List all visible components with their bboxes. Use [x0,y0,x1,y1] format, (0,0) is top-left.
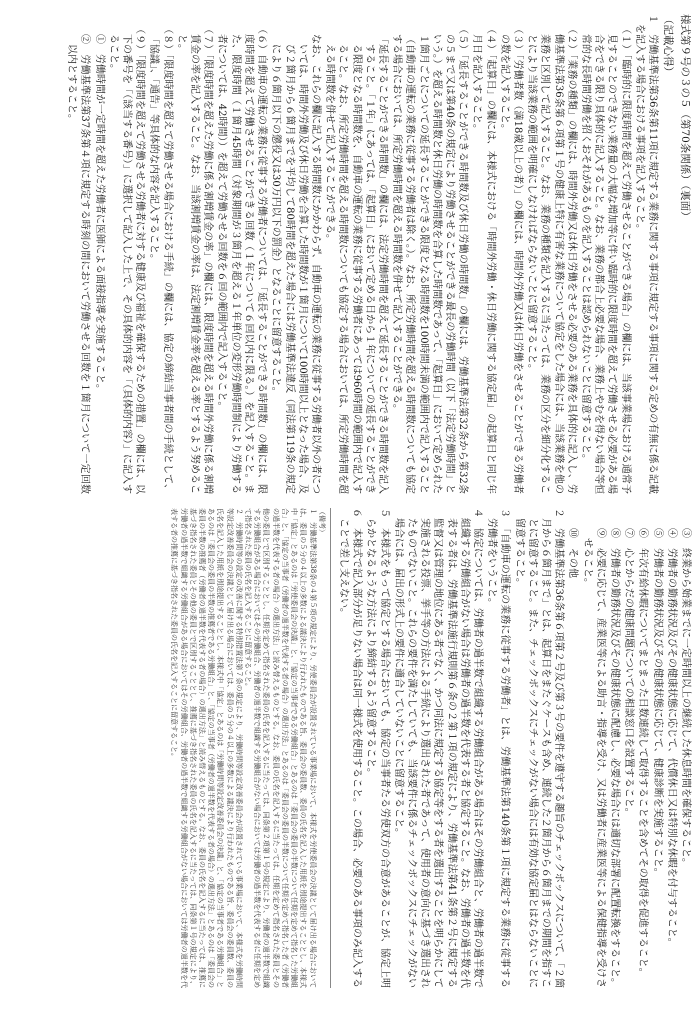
paragraph: ５ 本様式をもって協定とする場合においても、協定の当事者たる労使双方の合意があることが、協定上明らかとなるような方法により締結するよう留意すること。 [365,508,390,988]
right-body [337,508,692,988]
paragraph: 「延長することができる時間数」の欄には、法定労働時間を超えて延長することができる時間数を記入すること。「１年」にあっては、「起算日」において定める日から１年についての延長することができる限度となる時間数を、自動車の運転の業務に従事する労働者にあっては960時間の範囲内で記入すること。なお、所定労働時間を超える時間数についても協定する場合においては、所定労働時間を超える時間数を併せて記入することができる。 [324,34,388,494]
paragraph: （３）「労働者数（満18歳以上の者）」の欄には、時間外労働又は休日労働をさせることができる労働者の数を記入すること。 [498,24,523,494]
paragraph: ⑩ その他 [567,528,579,578]
paragraph: ⑦ 心とからだの健康問題についての相談窓口を設置すること。 [623,528,635,818]
paragraph: ③ 終業から始業までに一定時間以上の継続した休息時間を確保すること。 [680,528,691,868]
paragraph: ２ 労働基準法第36条第６項第２号及び第３号の要件を遵守する趣旨のチェックボックスについて、「２箇月から６箇月まで」とは、起算日をまたぐケースも含め、連続した２箇月から６箇月までの期間を指すことに留意すること。また、チェックボックスにチェックがない場合には有効な協定届とはならないことに留意すること。 [513,508,565,988]
paragraph: ① 労働時間が一定時間を超えた労働者に医師による面接指導を実施すること。 [93,34,105,394]
notes-title: （備考） [317,508,326,536]
section-heading: （記載心得） [662,14,674,77]
notes-box [169,508,330,988]
paragraph: （９）「限度時間を超えて労働させる労働者に対する健康及び福祉を確保するための措置」の欄には、以下の番号を「（該当する番号）」に選択して記入した上で、その具体的内容を「（具体的内容）」に記入すること。 [107,24,146,494]
paragraph: ⑤ 労働者の勤務状況及びその健康状態に応じて、健康診断を実施すること。 [651,528,663,878]
paragraph: ④ 労働者の勤務状況及びその健康状態に応じて、代償休日又は特別な休暇を付与すること。 [665,528,677,948]
paragraph: なお、これらの欄に記入する時間数にかかわらず、自動車の運転の業務に従事する労働者以外の者については、時間外労働及び休日労働を合算した時間数が１箇月について100時間以上となった場合、及び２箇月から６箇月までを平均して80時間を超えた場合には労働基準法違反（同法第119条の規定により６箇月以下の懲役又は30万円以下の罰金）となることに留意すること。 [270,34,321,494]
paragraph: （８）「限度時間を超えて労働させる場合における手続」の欄には、協定の締結当事者間の手続として、「協議」、「通告」等具体的な内容を記入すること。 [148,24,173,494]
left-body [65,14,659,494]
paragraph: ② 労働基準法第37条第４項に規定する時刻の間において労働させる回数を１箇月について一定回数以内とすること。 [66,34,91,494]
paragraph: （６）自動車の運転の業務に従事する労働者については、「延長することができる時間数」の欄には、限度時間を超えて労働させることができる回数（１年について６回以内に限る。）を記入すること。また、限度時間（１箇月45時間（対象期間が３箇月を超える１年単位の変形労働時間制により労働する者については、42時間））を超えて労働させる回数を６回の範囲内で記入すること。 [216,24,268,494]
paragraph: ⑨ 必要に応じて、産業医等による助言・指導を受け、又は労働者に産業医等による保健指導を受けさせること。 [581,528,606,988]
paragraph: １ 労働基準法第36条第11項に規定する業務に関する事項に規定する事項に関する定めの有無に係る記載を記入する場合における事項を記入すること。 [633,14,658,494]
paragraph: （１）「臨時的に限度時間を超えて労働させることができる場合」の欄には、当該事業場における通常予見することのできない業務量の大幅な増加等に伴い臨時的に限度時間を超えて労働させる必要がある場合をできる限り具体的に記入すること。なお、業務の都合上必要な場合、業務上やむを得ない場合等恒常的な長時間労働を招くおそれがあるものを記入することは認められないことに留意すること。 [579,24,631,494]
paragraph: ⑧ 労働者の勤務状況及びその健康状態に配慮し、必要な場合には適切な部署に配置転換をすること。 [608,528,620,988]
notes-body [169,508,316,988]
right-column [6,508,692,988]
form-title: 様式第９号の３の５（第70条関係）（裏面） [679,14,691,222]
paragraph: （７）「限度時間を超えた労働に係る割増賃金の率」の欄には、限度時間を超える時間外労働に係る割増賃金の率を記入すること。なお、当該割増賃金の率は、法定割増賃金率を超える率とするよう努めること。 [175,24,214,494]
paragraph: （４）「起算日」の欄には、本様式における「時間外労働・休日労働に関する協定届」の起算日と同じ年月日を記入すること。 [471,24,496,494]
paragraph: ⑥ 年次有給休暇についてまとまった日数連続して取得することを含めてその取得を促進すること。 [637,528,649,978]
paragraph: （２）「業務の種類」の欄には、時間外労働又は休日労働をさせる必要のある業務を具体的に記入し、労働基準法第36条第６項第１号の健康上特に有害な業務について協定をした場合には、当該業務を他の業務と区別して記入すること。なお、業務の種類を記入するに当たっては、業務の区分を細分化することにより当該業務の範囲を明確にしなければならないことに留意すること。 [526,24,577,494]
paragraph: ６ 本様式で記入部分が足りない場合は同一様式を使用すること。この場合、必要のある事項のみ記入することで差し支えない。 [337,508,363,988]
paragraph: ３ 「自動車の運転の業務に従事する労働者」とは、労働基準法第140条第１項に規定する業務に従事する労働者をいうこと。 [486,508,511,988]
note-paragraph: １ 労働基準法第38条の４第５項の規定により、労使委員会が設置されている事業場において、本様式を労使委員会の決議として届け出る場合においては、委員の５分の４以上の多数による議決により行われたものである旨、委員会の委員数、委員の氏名を記入した用紙を別途提出することとし、本様式中「協定」とあるのは「労使委員会の決議」と、「協定の当事者である労働組合」とあるのは「委員会の委員の半数について任期を定めて指名した労働組合」と、「協定の当事者（労働者の過半数を代表する者の場合）の選出方法」とあるのは「委員会の委員の半数について任期を定めて指名した者（労働者の過半数を代表する者の場合）の選出方法」と読み替えるものとする。なお、委員の氏名を記入するに当たっては、任期を定めて指名された委員とその他の委員とで区別することとし、任期を定めて指名された委員の氏名を記入するに当たっては、同条第２項第１号の規定により、労働者の過半数で組織する労働組合がある場合においてはその労働組合、労働者の過半数で組織する労働組合がない場合においては労働者の過半数を代表する者に任期を定めて指名された委員の氏名を記入することに留意すること。 [244,508,317,988]
note-paragraph: ２ 労働時間等の設定の改善に関する特別措置法第７条の規定により、労働時間等設定改善委員会が設置されている事業場において、本様式を労働時間等設定改善委員会の決議として届け出る場合においては、委員の５分の４以上の多数による議決により行われたものである旨、委員会の委員数、委員の氏名を記入した用紙を別途提出することとし、本様式中「協定」とあるのは「労働時間等設定改善委員会の決議」と、「協定の当事者である労働組合」とあるのは「委員会の委員の半数の推薦者である労働組合」と、「協定の当事者（労働者の過半数を代表する者の場合）の選出方法」とあるのは「委員会の委員の半数の推薦者（労働者の過半数を代表する者の場合）の選出方法」と読み替えるものとする。なお、委員の氏名を記入するに当たっては、推薦に基づき指名された委員とその他の委員とで区別することとし、推薦に基づき指名された委員の氏名を記入するに当たっては、同条第１号の規定により、労働者の過半数で組織する労働組合がある場合においてはその労働組合、労働者の過半数で組織する労働組合がない場合においては労働者の過半数を代表する者の推薦に基づき指名された委員の氏名を記入することに留意すること。 [170,508,243,988]
paragraph: （５）「延長することができる時間数及び休日労働の時間数」の欄には、労働基準法第32条から第32条の５まで又は第40条の規定により労働させることができる最長の労働時間（以下「法定労働時間」という。）を超える時間数と休日労働の時間数を合算した時間数であって、「起算日」において定められた１箇月ごとについての延長することができる限度となる時間数を100時間未満の範囲内で記入すること（自動車の運転の業務に従事する労働者は除く。）。なお、所定労働時間を超える時間数についても協定する場合においては、所定労働時間を超える時間数を併せて記入することができる。 [391,24,469,494]
paragraph: ４ 協定については、労働者の過半数で組織する労働組合がある場合はその労働組合と、労働者の過半数で組織する労働組合がない場合は労働者の過半数を代表する者と協定すること。なお、労働者の過半数を代表する者は、労働基準法施行規則第６条の２第１項の規定により、労働基準法第41条第２号に規定する監督又は管理の地位にある者でなく、かつ同法に規定する協定等をする者を選出することを明らかにして実施される投票、挙手等の方法による手続により選出された者であって、使用者の意向に基づき選出されたものでないこと。これらの要件を満たしていても、当該要件に係るチェックボックスにチェックがない場合には、届出の形式上の要件に適合していないことに留意すること。 [392,508,483,988]
left-column [6,14,692,494]
